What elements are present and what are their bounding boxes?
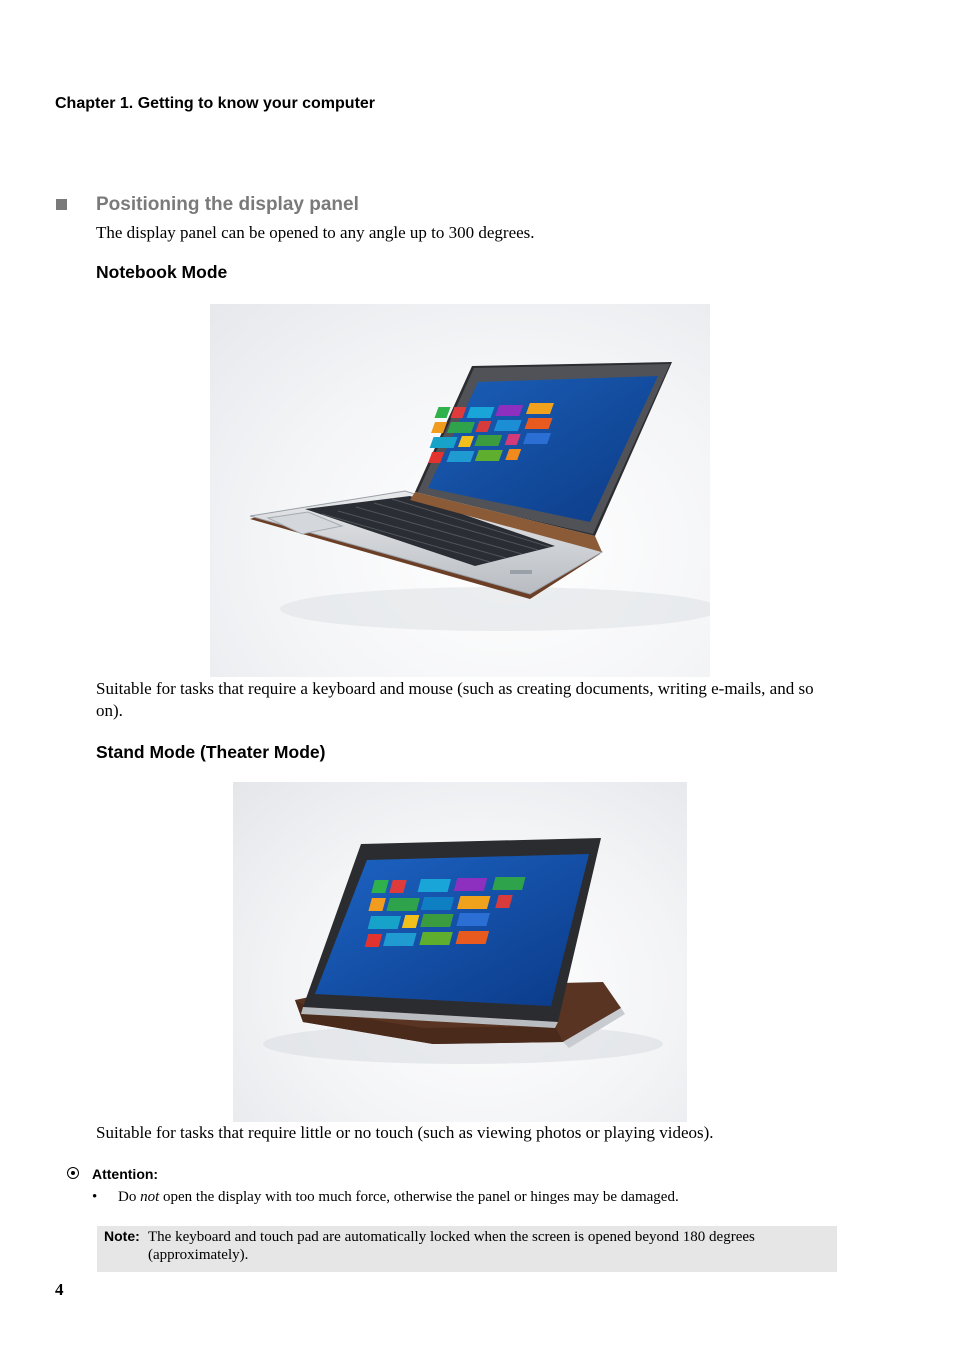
notebook-mode-description: Suitable for tasks that require a keyboard and mouse (such as creating documents, writing e-mails, and so on). [96, 679, 814, 720]
section-title: Positioning the display panel [96, 194, 359, 215]
attention-bullet [118, 1189, 679, 1206]
stand-mode-heading: Stand Mode (Theater Mode) [96, 742, 326, 762]
stand-mode-image [233, 782, 687, 1122]
section-intro: The display panel can be opened to any angle up to 300 degrees. [96, 223, 535, 242]
attention-bullet-before: Do [118, 1189, 141, 1205]
notebook-mode-heading: Notebook Mode [96, 262, 228, 282]
note-text: The keyboard and touch pad are automatically locked when the screen is opened beyond 180 degrees (approximately). [148, 1229, 755, 1263]
attention-bullet-emphasis: not [140, 1189, 160, 1205]
attention-bullet-after: open the display with too much force, otherwise the panel or hinges may be damaged. [159, 1189, 679, 1205]
stand-mode-description: Suitable for tasks that require little or no touch (such as viewing photos or playing videos). [96, 1123, 714, 1142]
page-number: 4 [55, 1280, 64, 1299]
square-bullet-icon [56, 199, 67, 210]
bullet-dot: • [92, 1189, 98, 1205]
chapter-header: Chapter 1. Getting to know your computer [55, 95, 376, 112]
attention-title: Attention: [92, 1166, 159, 1182]
notebook-mode-image [210, 304, 710, 677]
note-label: Note: [104, 1228, 140, 1244]
attention-icon [67, 1167, 79, 1179]
